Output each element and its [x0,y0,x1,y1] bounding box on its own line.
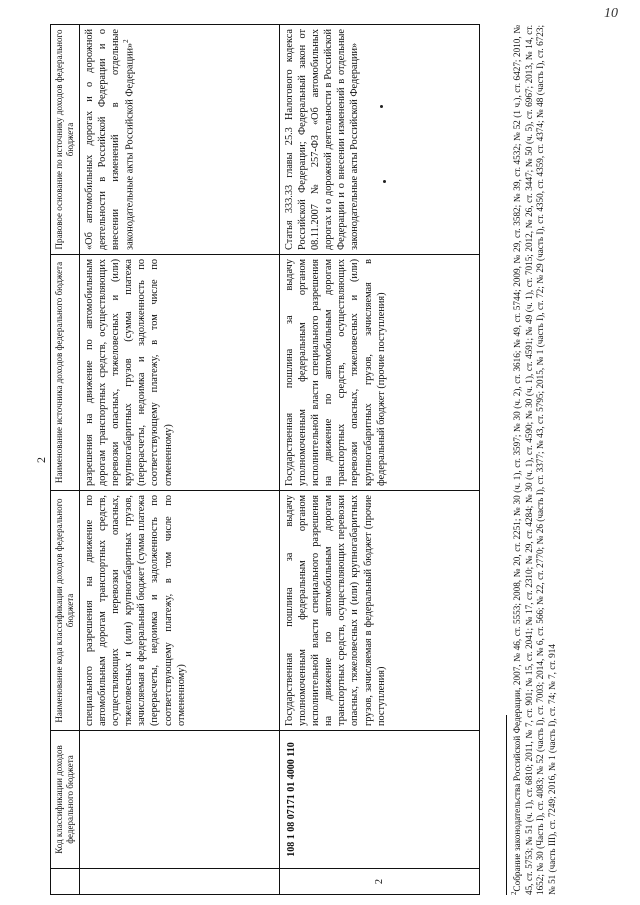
legal-basis-text: «Об автомобильных дорогах и о дорожной деятельности в Российской Федерации и о внесении изменений в отдельные законодательные акты Российской Федерации» [83,29,136,250]
header-code-name: Наименование кода классификации доходов федерального бюджета [51,491,80,731]
footnote-marker: 2 [510,891,518,895]
row-code-name: Государственная пошлина за выдачу уполномоченным федеральным органом исполнительной власти специального разрешения на движение по автомобильным дорогам транспортных средств, осуществляющих перевозки опасных, тяжеловесных и (или) крупногабаритных грузов, зачисляемая в федеральный бюджет (прочие поступления) [279,491,479,731]
footnote-divider [506,715,507,895]
footnote-ref: 2 [122,39,131,43]
footnote [510,25,558,895]
row-number: 2 [279,869,479,895]
header-legal-basis: Правовое основание по источнику доходов федерального бюджета [51,25,80,255]
income-classification-table [50,24,480,895]
sheet-number: 2 [34,457,48,463]
row-number [79,869,279,895]
row-source-name: разрешения на движение по автомобильным дорогам транспортных средств, осуществляющих перевозки опасных, тяжеловесных и (или) крупногабаритных грузов (сумма платежа (перерасчеты, недоимка и задолженность по соответствующему платежу, в том числе по отмененному) [79,255,279,491]
header-code: Код классификации доходов федерального бюджета [51,731,80,869]
row-code [79,731,279,869]
row-legal-basis: Статья 333.33 главы 25.3 Налогового кодекса Российской Федерации; Федеральный закон от 08.11.2007 № 257-ФЗ «Об автомобильных дорогах и о дорожной деятельности в Российской Федерации и о внесении изменений в отдельные законодательные акты Российской Федерации» [279,25,479,255]
footnote-text: Собрание законодательства Российской Федерации, 2007, № 46, ст. 5553; 2008, № 20, ст. 2251; № 30 (ч. 1), ст. 3597; № 30 (ч. 2), ст. 3616; № 49, ст. 5744; 2009, № 29, ст. 3582; № 39, ст. 4532; № 52 (1 ч.), ст. 6427; 2010, № 45, ст. 5753; № 51 (ч. 1), ст. 6810; 2011, № 7, ст. 901; № 15, ст. 2041; № 17, ст. 2310; № 29, ст. 4284; № 30 (ч. 1), ст. 4590; № 30 (ч. 1), ст. 4591; № 49 (ч. 1), ст. 7015; 2012, № 26, ст. 3447; № 50 (ч. 5), ст. 6967; 2013, № 14, ст. 1652; № 30 (Часть I), ст. 4083; № 52 (часть I), ст. 7003; 2014, № 6, ст. 566; № 22, ст. 2770; № 26 (часть I), ст. 3377; № 43, ст. 5795; 2015, № 1 (часть I), ст. 72; № 29 (часть I), ст. 4350, ст. 4359, ст. 4374; № 48 (часть I), ст. 6723; № 51 (часть III), ст. 7249; 2016, № 1 (часть I), ст. 74; № 7, ст. 914 [512,25,557,895]
table-row [79,25,279,895]
header-source-name: Наименование источника доходов федерального бюджета [51,255,80,491]
row-source-name: Государственная пошлина за выдачу уполномоченным федеральным органом исполнительной власти специального разрешения на движение по автомобильным дорогам транспортных средств, осуществляющих перевозки опасных, тяжеловесных и (или) крупногабаритных грузов, зачисляемая в федеральный бюджет (прочие поступления) [279,255,479,491]
page-number: 10 [604,6,618,21]
row-code-name: специального разрешения на движение по автомобильным дорогам транспортных средств, осуществляющих перевозки опасных, тяжеловесных и (или) крупногабаритных грузов, зачисляемая в федеральный бюджет (сумма платежа (перерасчеты, недоимка и задолженность по соответствующему платежу, в том числе по отмененному) [79,491,279,731]
table-header-row [51,25,80,895]
row-code: 108 1 08 07171 01 4000 110 [279,731,479,869]
table-row [279,25,479,895]
header-num [51,869,80,895]
rotated-document-sheet [28,25,613,895]
row-legal-basis [79,25,279,255]
